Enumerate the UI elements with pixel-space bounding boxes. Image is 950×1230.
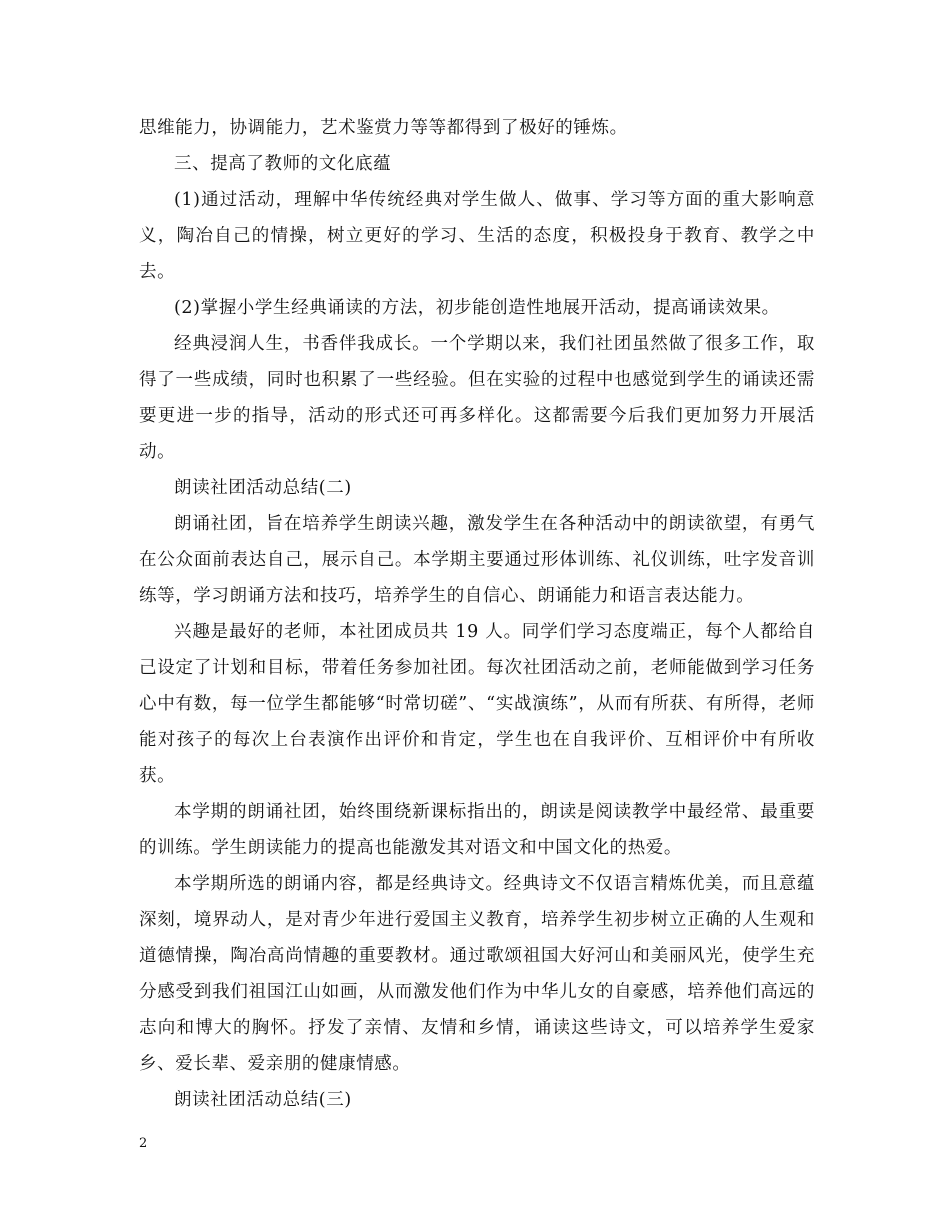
paragraph-continuation: 思维能力，协调能力，艺术鉴赏力等等都得到了极好的锤炼。: [139, 118, 628, 138]
paragraph-curriculum: 本学期的朗诵社团，始终围绕新课标指出的，朗读是阅读教学中最经常、最重要的训练。学生朗读能力的提高也能激发其对语文和中国文化的热爱。: [139, 802, 815, 858]
paragraph-interest: 兴趣是最好的老师，本社团成员共 19 人。同学们学习态度端正，每个人都给自己设定了计划和目标，带着任务参加社团。每次社团活动之前，老师能做到学习任务心中有数，每一位学生都能够“时常切磋”、“实战演练”，从而有所获、有所得，老师能对孩子的每次上台表演作出评价和肯定，学生也在自我评价、互相评价中有所收获。: [139, 622, 815, 786]
paragraph-content: 本学期所选的朗诵内容，都是经典诗文。经典诗文不仅语言精炼优美，而且意蕴深刻，境界动人，是对青少年进行爱国主义教育，培养学生初步树立正确的人生观和道德情操，陶冶高尚情趣的重要教材。通过歌颂祖国大好河山和美丽风光，使学生充分感受到我们祖国江山如画，从而激发他们作为中华儿女的自豪感，培养他们高远的志向和博大的胸怀。抒发了亲情、友情和乡情，诵读这些诗文，可以培养学生爱家乡、爱长辈、爱亲朋的健康情感。: [139, 874, 815, 1074]
paragraph-conclusion: 经典浸润人生，书香伴我成长。一个学期以来，我们社团虽然做了很多工作，取得了一些成绩，同时也积累了一些经验。但在实验的过程中也感觉到学生的诵读还需要更进一步的指导，活动的形式还可再多样化。这都需要今后我们更加努力开展活动。: [139, 334, 815, 462]
section-title-2: 朗读社团活动总结(二): [174, 478, 352, 498]
paragraph-item-1: (1)通过活动，理解中华传统经典对学生做人、做事、学习等方面的重大影响意义，陶冶自己的情操，树立更好的学习、生活的态度，积极投身于教育、教学之中去。: [139, 190, 815, 282]
page-number: 2: [139, 1136, 148, 1151]
section-heading-3: 三、提高了教师的文化底蕴: [174, 154, 392, 174]
paragraph-item-2: (2)掌握小学生经典诵读的方法，初步能创造性地展开活动，提高诵读效果。: [174, 298, 780, 318]
section-title-3: 朗读社团活动总结(三): [174, 1090, 352, 1110]
document-body: [139, 110, 815, 1118]
paragraph-intro: 朗诵社团，旨在培养学生朗读兴趣，激发学生在各种活动中的朗读欲望，有勇气在公众面前表达自己，展示自己。本学期主要通过形体训练、礼仪训练，吐字发音训练等，学习朗诵方法和技巧，培养学生的自信心、朗诵能力和语言表达能力。: [139, 514, 815, 606]
